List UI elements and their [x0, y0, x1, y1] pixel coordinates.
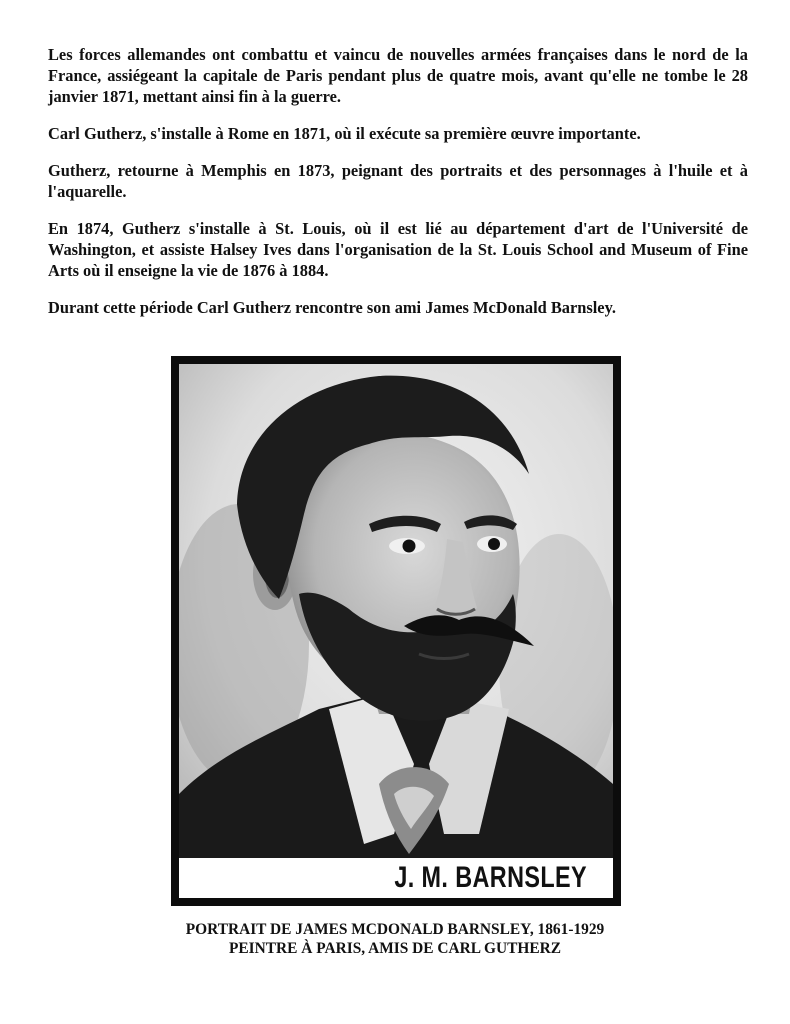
portrait-photo: [179, 364, 613, 858]
portrait-frame: [171, 356, 621, 906]
name-plate-text: J. M. BARNSLEY: [394, 861, 587, 894]
paragraph-5: Durant cette période Carl Gutherz rencontre son ami James McDonald Barnsley.: [48, 298, 616, 317]
paragraph-3: Gutherz, retourne à Memphis en 1873, peignant des portraits et des personnages à l'huile et à l'aquarelle.: [48, 161, 748, 201]
paragraph-2: Carl Gutherz, s'installe à Rome en 1871, où il exécute sa première œuvre importante.: [48, 124, 641, 143]
paragraph-1: Les forces allemandes ont combattu et vaincu de nouvelles armées françaises dans le nord de la France, assiégeant la capitale de Paris pendant plus de quatre mois, avant qu'elle ne tombe le 28 janvier 1871, mettant ainsi fin à la guerre.: [48, 45, 748, 106]
body-text: [48, 44, 748, 334]
caption-line-1: PORTRAIT DE JAMES MCDONALD BARNSLEY, 1861-1929: [185, 921, 605, 938]
caption-line-2: PEINTRE À PARIS, AMIS DE CARL GUTHERZ: [229, 940, 561, 957]
photo-caption: [0, 920, 790, 958]
name-plate: [179, 858, 613, 898]
portrait-illustration: [179, 364, 613, 858]
paragraph-4: En 1874, Gutherz s'installe à St. Louis, où il est lié au département d'art de l'Université de Washington, et assiste Halsey Ives dans l'organisation de la St. Louis School and Museum of Fine Arts où il enseigne la vie de 1876 à 1884.: [48, 219, 748, 280]
